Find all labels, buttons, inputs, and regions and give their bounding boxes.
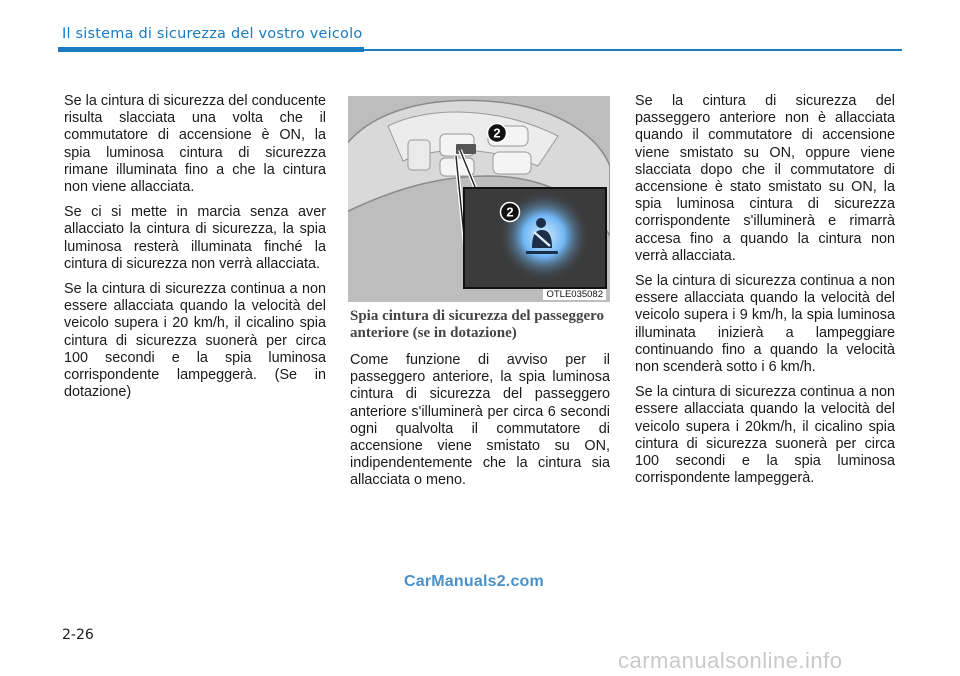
header-accent-bar bbox=[58, 47, 364, 52]
car-interior-illustration bbox=[348, 96, 610, 302]
figure-code: OTLE035082 bbox=[543, 289, 606, 300]
section-title: Il sistema di sicurezza del vostro veicolo bbox=[62, 26, 363, 42]
text-column-2 bbox=[350, 308, 610, 498]
page-number: 2-26 bbox=[62, 627, 94, 643]
paragraph: Se la cintura di sicurezza del passeggero anteriore non è allacciata quando il commutatore di accensione viene smistato su ON, oppure viene slacciata dopo che il commutatore di accensione è stato smistato su ON, la spia luminosa cintura di sicurezza corrispondente s'illuminerà e rimarrà accesa fino a quando la cintura non verrà allacciata. bbox=[635, 93, 895, 264]
text-column-1 bbox=[64, 93, 326, 409]
site-watermark: carmanualsonline.info bbox=[618, 648, 843, 673]
paragraph: Se la cintura di sicurezza del conducente risulta slacciata una volta che il commutatore di accensione è ON, la spia luminosa cintura di sicurezza rimane illuminata fino a che la cintura non viene allacciata. bbox=[64, 93, 326, 196]
seatbelt-warning-figure bbox=[348, 96, 610, 302]
paragraph: Come funzione di avviso per il passeggero anteriore, la spia luminosa cintura di sicurezza del passeggero anteriore s'illuminerà per circa 6 secondi ogni qualvolta il commutatore di accensione viene smistato su ON, indipendentemente che la cintura sia allacciata o meno. bbox=[350, 352, 610, 489]
header-rule bbox=[364, 49, 902, 51]
paragraph: Se la cintura di sicurezza continua a non essere allacciata quando la velocità del veicolo supera i 9 km/h, la spia luminosa illuminata inizierà a lampeggiare continuando fino a quando la velocità non scenderà sotto i 6 km/h. bbox=[635, 273, 895, 376]
callout-number-top bbox=[486, 122, 508, 144]
svg-text:2: 2 bbox=[493, 125, 501, 141]
paragraph: Se la cintura di sicurezza continua a non essere allacciata quando la velocità del veicolo supera i 20 km/h, il cicalino spia cintura di sicurezza suonerà per circa 100 secondi e la spia luminosa corrispondente lampeggerà. (Se in dotazione) bbox=[64, 281, 326, 401]
callout-number-panel bbox=[499, 201, 521, 223]
svg-text:2: 2 bbox=[506, 204, 514, 220]
paragraph: Se ci si mette in marcia senza aver allacciato la cintura di sicurezza, la spia luminosa resterà illuminata finché la cintura di sicurezza non verrà allacciata. bbox=[64, 204, 326, 272]
watermark-link[interactable]: CarManuals2.com bbox=[404, 573, 544, 590]
text-column-3 bbox=[635, 93, 895, 495]
paragraph: Se la cintura di sicurezza continua a non essere allacciata quando la velocità del veicolo supera i 20km/h, il cicalino spia cintura di sicurezza suonerà per circa 100 secondi e la spia luminosa corrispondente lampeggerà. bbox=[635, 384, 895, 487]
section-heading: Spia cintura di sicurezza del passeggero anteriore (se in dotazione) bbox=[350, 308, 605, 341]
